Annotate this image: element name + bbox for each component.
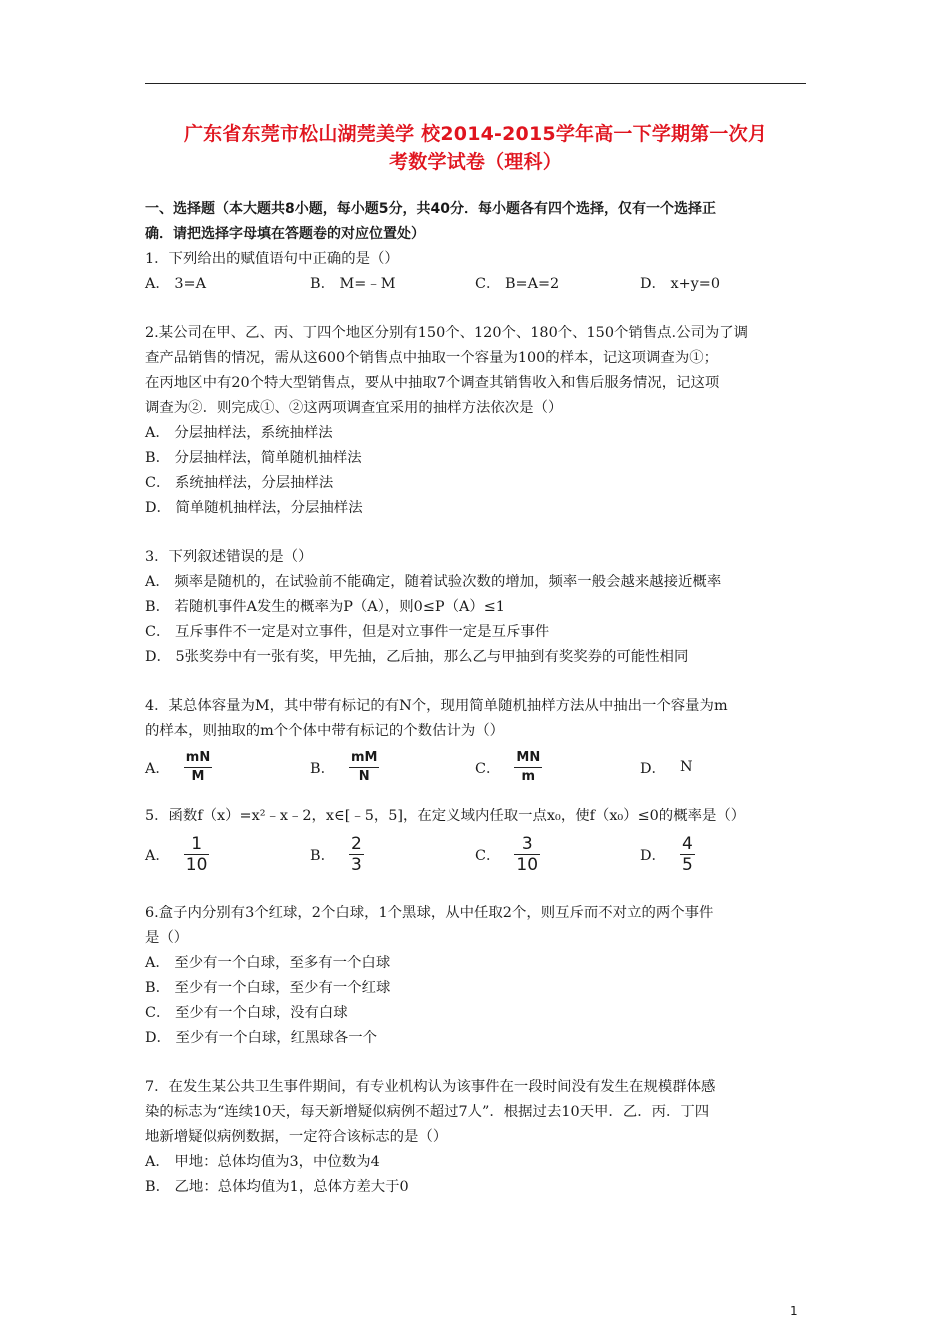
question-stem-line: 在丙地区中有20个特大型销售点，要从中抽取7个调查其销售收入和售后服务情况，记这项 [145,375,720,391]
option-c [475,749,640,786]
page-number: 1 [790,1304,798,1318]
option-c: C． 互斥事件不一定是对立事件，但是对立事件一定是互斥事件 [145,624,550,640]
question-stem: 5．函数f（x）=x²﹣x﹣2，x∈[﹣5，5]，在定义域内任取一点x₀，使f（x₀）≤0的概率是（） [145,808,746,824]
option-a: A． 甲地：总体均值为3，中位数为4 [145,1154,380,1170]
option-row [145,272,810,297]
question-stem-line: 6.盒子内分别有3个红球，2个白球，1个黑球，从中任取2个，则互斥而不对立的两个事件 [145,905,714,921]
question-6 [145,901,810,1051]
option-b: B． M=﹣M [310,276,396,292]
option-a: A． 至少有一个白球，至多有一个白球 [145,955,391,971]
option-d [640,834,695,875]
option-a: A． 频率是随机的，在试验前不能确定，随着试验次数的增加，频率一般会越来越接近概率 [145,574,722,590]
document-title [145,120,806,176]
denominator: 10 [185,854,208,875]
numerator: MN [516,749,541,765]
fraction [184,749,212,786]
option-a: A． 分层抽样法，系统抽样法 [145,425,333,441]
question-4 [145,694,810,790]
section-heading-line-2: 确．请把选择字母填在答题卷的对应位置处） [145,226,425,242]
section-heading-line-1: 一、选择题（本大题共8小题，每小题5分，共40分．每小题各有四个选择，仅有一个选择正 [145,201,716,217]
option-row [145,829,810,879]
fraction [184,834,210,875]
question-stem-line: 查产品销售的情况，需从这600个销售点中抽取一个容量为100的样本，记这项调查为①； [145,350,718,366]
fraction [349,834,364,875]
question-stem-line: 染的标志为“连续10天，每天新增疑似病例不超过7人”．根据过去10天甲．乙．丙．丁四 [145,1104,710,1120]
question-2 [145,321,810,521]
option-b: B． 若随机事件A发生的概率为P（A），则0≤P（A）≤1 [145,599,505,615]
option-d [640,757,693,778]
fraction [514,749,542,786]
option-d: D． 至少有一个白球，红黑球各一个 [145,1030,377,1046]
question-stem: 1．下列给出的赋值语句中正确的是（） [145,251,399,267]
option-label: B． [310,847,335,864]
option-label: C． [475,760,501,777]
option-label: D． [640,847,666,864]
option-d: D． 简单随机抽样法，分层抽样法 [145,500,363,516]
option-b [310,834,475,875]
option-a [145,749,310,786]
option-text: N [679,759,693,775]
title-line-2: 考数学试卷（理科） [389,151,562,173]
question-stem-line: 2.某公司在甲、乙、丙、丁四个地区分别有150个、120个、180个、150个销售点.公司为了调 [145,325,749,341]
fraction [514,834,540,875]
denominator: m [521,768,536,784]
option-c [475,834,640,875]
option-label: C． [475,847,501,864]
question-stem-line: 4．某总体容量为M，其中带有标记的有N个，现用简单随机抽样方法从中抽出一个容量为m [145,698,728,714]
question-5 [145,804,810,879]
denominator: 3 [350,854,362,875]
option-d: D． 5张奖券中有一张有奖，甲先抽，乙后抽，那么乙与甲抽到有奖奖券的可能性相同 [145,649,689,665]
numerator: 4 [681,833,693,854]
question-1 [145,247,810,297]
question-stem: 3．下列叙述错误的是（） [145,549,313,565]
option-c: C． 至少有一个白球，没有白球 [145,1005,348,1021]
option-c: C． 系统抽样法，分层抽样法 [145,475,334,491]
question-7 [145,1075,810,1200]
option-b [310,749,475,786]
option-b: B． 至少有一个白球，至少有一个红球 [145,980,391,996]
denominator: 5 [681,854,693,875]
question-stem-line: 地新增疑似病例数据，一定符合该标志的是（） [145,1129,448,1145]
numerator: mN [185,749,211,765]
option-b: B． 乙地：总体均值为1，总体方差大于0 [145,1179,409,1195]
denominator: N [358,768,370,784]
question-stem-line: 调查为②．则完成①、②这两项调查宜采用的抽样方法依次是（） [145,400,563,416]
fraction [680,834,695,875]
question-3 [145,545,810,670]
denominator: 10 [516,854,539,875]
option-label: A． [145,847,170,864]
question-stem-line: 的样本，则抽取的m个个体中带有标记的个数估计为（） [145,723,505,739]
title-line-1: 广东省东莞市松山湖莞美学 校2014-2015学年高一下学期第一次月 [183,123,768,145]
header-rule [145,83,806,84]
option-row [145,744,810,790]
option-b: B． 分层抽样法，简单随机抽样法 [145,450,362,466]
numerator: 2 [350,833,362,854]
fraction [349,749,379,786]
denominator: M [191,768,205,784]
question-stem-line: 是（） [145,930,189,946]
option-d: D． x+y=0 [640,276,721,292]
option-label: B． [310,760,335,777]
numerator: 1 [191,833,203,854]
option-a [145,834,310,875]
question-stem-line: 7．在发生某公共卫生事件期间，有专业机构认为该事件在一段时间没有发生在规模群体感 [145,1079,716,1095]
document-body [145,197,810,1200]
option-label: A． [145,760,170,777]
numerator: mM [350,749,378,765]
option-c: C． B=A=2 [475,276,560,292]
option-a: A． 3=A [145,276,206,292]
numerator: 3 [521,833,533,854]
option-label: D． [640,760,666,777]
